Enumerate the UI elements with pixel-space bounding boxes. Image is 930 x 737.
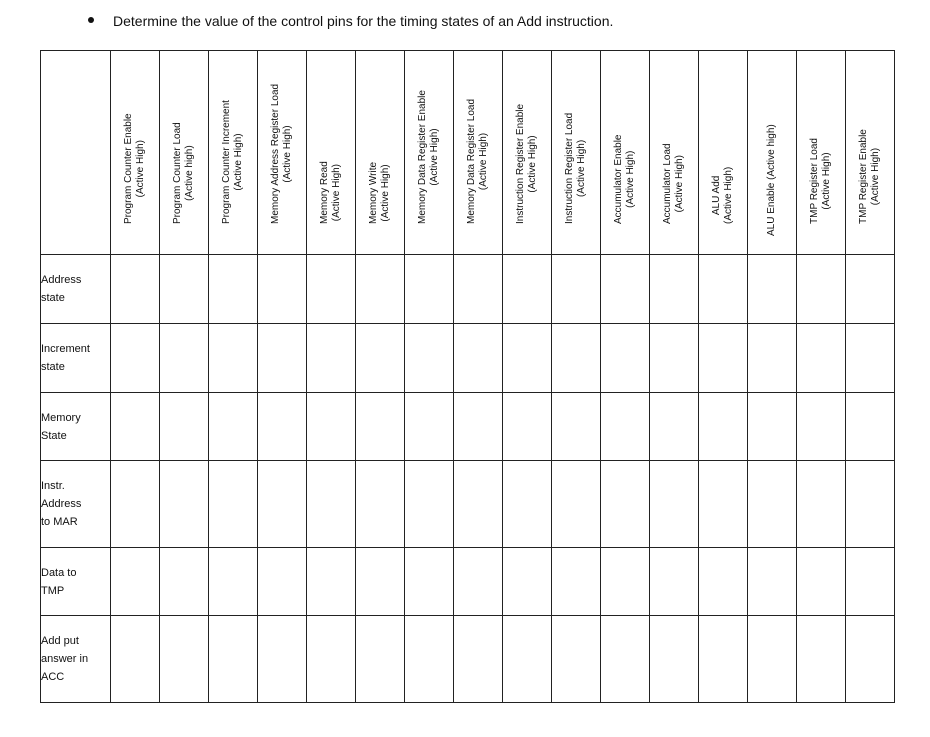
answer-cell[interactable] — [650, 255, 699, 324]
answer-cell[interactable] — [111, 393, 160, 461]
answer-cell[interactable] — [797, 548, 846, 616]
column-name: Memory Address Register Load — [270, 83, 281, 224]
answer-cell[interactable] — [356, 548, 405, 616]
column-header-label — [417, 90, 441, 224]
answer-cell[interactable] — [307, 548, 356, 616]
column-polarity: (Active High) — [723, 166, 734, 224]
column-header — [307, 51, 356, 255]
row-label-text: Data to TMP — [41, 566, 77, 597]
column-header-label — [564, 113, 588, 224]
column-header-label — [123, 113, 147, 224]
answer-cell[interactable] — [797, 324, 846, 393]
column-polarity: (Active High) — [870, 147, 881, 206]
answer-cell[interactable] — [748, 393, 797, 461]
corner-cell — [41, 51, 111, 255]
column-header-label — [515, 104, 539, 224]
column-polarity: (Active High) — [135, 140, 146, 198]
answer-cell[interactable] — [356, 616, 405, 703]
row-label-text: Increment state — [41, 343, 90, 373]
answer-cell[interactable] — [160, 616, 209, 703]
instruction-text: Determine the value of the control pins for the timing states of an Add instruction. — [113, 13, 614, 29]
answer-cell[interactable] — [748, 461, 797, 548]
column-polarity: (Active High) — [674, 155, 685, 213]
column-header — [552, 51, 601, 255]
answer-cell[interactable] — [503, 255, 552, 324]
answer-cell[interactable] — [405, 255, 454, 324]
answer-cell[interactable] — [601, 461, 650, 548]
answer-cell[interactable] — [650, 548, 699, 616]
answer-cell[interactable] — [552, 324, 601, 393]
answer-cell[interactable] — [209, 324, 258, 393]
answer-cell[interactable] — [846, 548, 895, 616]
column-header — [160, 51, 209, 255]
column-name: Instruction Register Load — [564, 112, 575, 224]
answer-cell[interactable] — [454, 616, 503, 703]
column-header-label — [858, 129, 882, 224]
table-row — [41, 255, 895, 324]
control-pin-table — [40, 50, 895, 703]
column-header — [846, 51, 895, 255]
answer-cell[interactable] — [699, 548, 748, 616]
answer-cell[interactable] — [797, 461, 846, 548]
column-polarity: (Active High) — [821, 152, 832, 210]
row-label-text: Address state — [41, 274, 82, 304]
answer-cell[interactable] — [454, 461, 503, 548]
answer-cell[interactable] — [356, 255, 405, 324]
answer-cell[interactable] — [111, 548, 160, 616]
answer-cell[interactable] — [111, 461, 160, 548]
column-name: ALU Add — [711, 175, 722, 216]
column-polarity: (Active High) — [527, 135, 538, 193]
answer-cell[interactable] — [748, 255, 797, 324]
answer-cell[interactable] — [454, 548, 503, 616]
column-polarity: (Active High) — [233, 133, 244, 191]
table-row — [41, 461, 895, 548]
answer-cell[interactable] — [552, 616, 601, 703]
answer-cell[interactable] — [258, 616, 307, 703]
table-row — [41, 548, 895, 616]
answer-cell[interactable] — [601, 616, 650, 703]
answer-cell[interactable] — [650, 461, 699, 548]
column-name: Instruction Register Enable — [515, 103, 526, 224]
answer-cell[interactable] — [552, 461, 601, 548]
column-name: Accumulator Enable — [613, 134, 624, 224]
column-header — [111, 51, 160, 255]
column-header — [405, 51, 454, 255]
answer-cell[interactable] — [797, 393, 846, 461]
answer-cell[interactable] — [160, 324, 209, 393]
answer-cell[interactable] — [307, 616, 356, 703]
column-name: Memory Data Register Enable — [417, 90, 428, 224]
answer-cell[interactable] — [356, 324, 405, 393]
column-header-label — [270, 84, 294, 224]
answer-cell[interactable] — [552, 255, 601, 324]
answer-cell[interactable] — [209, 548, 258, 616]
instruction-line — [88, 13, 613, 29]
column-header-label — [613, 135, 637, 225]
answer-cell[interactable] — [258, 548, 307, 616]
answer-cell[interactable] — [699, 393, 748, 461]
answer-cell[interactable] — [601, 393, 650, 461]
answer-cell[interactable] — [846, 255, 895, 324]
answer-cell[interactable] — [503, 461, 552, 548]
answer-cell[interactable] — [111, 324, 160, 393]
answer-cell[interactable] — [748, 324, 797, 393]
column-polarity: (Active High) — [282, 125, 293, 183]
column-header-label — [809, 138, 833, 224]
answer-cell[interactable] — [552, 393, 601, 461]
column-name: Memory Write — [368, 161, 379, 224]
answer-cell[interactable] — [307, 393, 356, 461]
answer-cell[interactable] — [503, 393, 552, 461]
column-header-label — [766, 124, 778, 236]
answer-cell[interactable] — [258, 324, 307, 393]
column-name: ALU Enable (Active high) — [766, 124, 777, 236]
answer-cell[interactable] — [552, 548, 601, 616]
column-header — [650, 51, 699, 255]
answer-cell[interactable] — [405, 393, 454, 461]
column-header — [454, 51, 503, 255]
answer-cell[interactable] — [307, 461, 356, 548]
answer-cell[interactable] — [503, 548, 552, 616]
answer-cell[interactable] — [405, 324, 454, 393]
answer-cell[interactable] — [748, 616, 797, 703]
column-header — [797, 51, 846, 255]
answer-cell[interactable] — [503, 324, 552, 393]
answer-cell[interactable] — [454, 324, 503, 393]
column-header-label — [466, 99, 490, 224]
column-name: Program Counter Increment — [221, 100, 232, 224]
column-header-label — [662, 143, 686, 224]
row-label — [41, 548, 111, 616]
column-header-label — [368, 162, 392, 224]
answer-cell[interactable] — [258, 393, 307, 461]
column-polarity: (Active High) — [478, 132, 489, 191]
answer-cell[interactable] — [601, 255, 650, 324]
answer-cell[interactable] — [356, 393, 405, 461]
answer-cell[interactable] — [258, 461, 307, 548]
answer-cell[interactable] — [160, 548, 209, 616]
row-label-text: Add put answer in ACC — [41, 635, 89, 683]
column-name: Memory Read — [319, 161, 330, 224]
column-header-label — [711, 167, 735, 224]
column-name: TMP Register Enable — [858, 129, 869, 224]
column-header — [699, 51, 748, 255]
column-header — [356, 51, 405, 255]
column-name: Program Counter Load — [172, 122, 183, 224]
column-header-label — [221, 100, 245, 224]
answer-cell[interactable] — [160, 393, 209, 461]
answer-cell[interactable] — [650, 616, 699, 703]
answer-cell[interactable] — [601, 324, 650, 393]
answer-cell[interactable] — [699, 255, 748, 324]
column-header — [258, 51, 307, 255]
column-header-label — [319, 161, 343, 224]
answer-cell[interactable] — [503, 616, 552, 703]
answer-cell[interactable] — [846, 461, 895, 548]
answer-cell[interactable] — [111, 255, 160, 324]
answer-cell[interactable] — [797, 255, 846, 324]
answer-cell[interactable] — [650, 324, 699, 393]
column-name: Program Counter Enable — [123, 113, 134, 224]
answer-cell[interactable] — [405, 548, 454, 616]
answer-cell[interactable] — [650, 393, 699, 461]
column-polarity: (Active high) — [184, 145, 195, 201]
answer-cell[interactable] — [601, 548, 650, 616]
answer-cell[interactable] — [307, 255, 356, 324]
answer-cell[interactable] — [160, 255, 209, 324]
answer-cell[interactable] — [454, 393, 503, 461]
row-label — [41, 324, 111, 393]
answer-cell[interactable] — [111, 616, 160, 703]
row-label — [41, 461, 111, 548]
answer-cell[interactable] — [405, 461, 454, 548]
column-polarity: (Active High) — [429, 128, 440, 186]
row-label — [41, 393, 111, 461]
answer-cell[interactable] — [356, 461, 405, 548]
column-polarity: (Active High) — [625, 150, 636, 208]
table-row — [41, 616, 895, 703]
row-label-text: Memory State — [41, 411, 81, 442]
row-label — [41, 255, 111, 324]
answer-cell[interactable] — [846, 324, 895, 393]
answer-cell[interactable] — [209, 616, 258, 703]
answer-cell[interactable] — [748, 548, 797, 616]
answer-cell[interactable] — [454, 255, 503, 324]
header-row — [41, 51, 895, 255]
column-header — [748, 51, 797, 255]
answer-cell[interactable] — [846, 616, 895, 703]
answer-cell[interactable] — [209, 461, 258, 548]
row-label — [41, 616, 111, 703]
answer-cell[interactable] — [160, 461, 209, 548]
table-row — [41, 393, 895, 461]
column-polarity: (Active High) — [576, 139, 587, 198]
answer-cell[interactable] — [797, 616, 846, 703]
table-row — [41, 324, 895, 393]
answer-cell[interactable] — [209, 393, 258, 461]
answer-cell[interactable] — [699, 616, 748, 703]
column-header — [503, 51, 552, 255]
answer-cell[interactable] — [846, 393, 895, 461]
answer-cell[interactable] — [209, 255, 258, 324]
column-polarity: (Active High) — [331, 163, 342, 222]
row-label-text: Instr. Address to MAR — [41, 480, 82, 528]
column-name: Memory Data Register Load — [466, 98, 477, 224]
answer-cell[interactable] — [258, 255, 307, 324]
answer-cell[interactable] — [699, 461, 748, 548]
answer-cell[interactable] — [307, 324, 356, 393]
column-header — [601, 51, 650, 255]
answer-cell[interactable] — [699, 324, 748, 393]
answer-cell[interactable] — [405, 616, 454, 703]
bullet-icon — [88, 17, 94, 23]
column-header — [209, 51, 258, 255]
column-name: Accumulator Load — [662, 143, 673, 224]
column-polarity: (Active High) — [380, 164, 391, 222]
column-name: TMP Register Load — [809, 138, 820, 224]
column-header-label — [172, 122, 196, 224]
